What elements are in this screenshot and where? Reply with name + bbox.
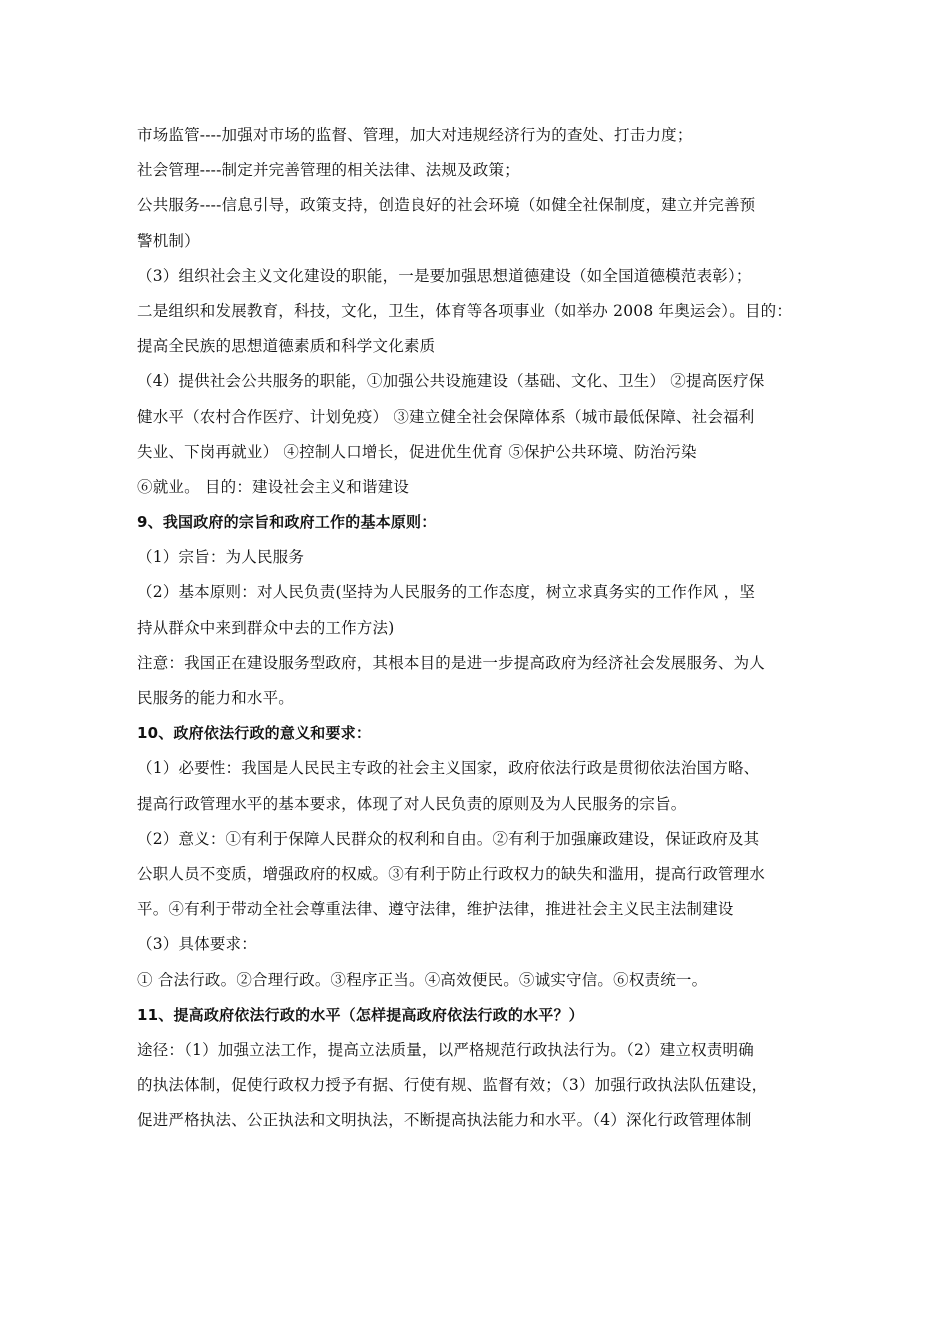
text-line: 市场监管----加强对市场的监督、管理，加大对违规经济行为的查处、打击力度； (137, 126, 693, 144)
text-line: （2）基本原则：对人民负责(坚持为人民服务的工作态度，树立求真务实的工作作风 ，坚 (137, 583, 756, 602)
text-line: 的执法体制，促使行政权力授予有据、行使有规、监督有效；（3）加强行政执法队伍建设， (137, 1076, 768, 1095)
text-line: （3）具体要求： (137, 935, 257, 954)
text-line: （1）必要性：我国是人民民主专政的社会主义国家，政府依法行政是贯彻依法治国方略、 (137, 759, 760, 778)
text-line: ⑥就业。 目的：建设社会主义和谐建设 (137, 477, 410, 496)
section-heading-10: 10、政府依法行政的意义和要求： (137, 724, 372, 743)
text-line: 健水平（农村合作医疗、计划免疫） ③建立健全社会保障体系（城市最低保障、社会福利 (137, 407, 755, 426)
text-line: 二是组织和发展教育，科技，文化，卫生，体育等各项事业（如举办 2008 年奥运会）。目的： (137, 301, 793, 320)
text-line: 警机制） (137, 231, 200, 250)
text-line: 注意：我国正在建设服务型政府，其根本目的是进一步提高政府为经济社会发展服务、为人 (137, 653, 766, 672)
section-heading-9: 9、我国政府的宗旨和政府工作的基本原则： (137, 513, 437, 532)
text-line: 提高行政管理水平的基本要求，体现了对人民负责的原则及为人民服务的宗旨。 (137, 794, 687, 813)
text-line: ① 合法行政。②合理行政。③程序正当。④高效便民。⑤诚实守信。⑥权责统一。 (137, 970, 708, 989)
text-line: 促进严格执法、公正执法和文明执法，不断提高执法能力和水平。（4）深化行政管理体制 (137, 1111, 752, 1130)
text-line: （3）组织社会主义文化建设的职能，一是要加强思想道德建设（如全国道德模范表彰）； (137, 266, 752, 285)
text-line: 提高全民族的思想道德素质和科学文化素质 (137, 337, 436, 356)
text-line: （1）宗旨：为人民服务 (137, 548, 305, 567)
text-line: （2）意义：①有利于保障人民群众的权利和自由。②有利于加强廉政建设，保证政府及其 (137, 829, 760, 848)
text-line: 平。④有利于带动全社会尊重法律、遵守法律，维护法律，推进社会主义民主法制建设 (137, 900, 734, 919)
text-line: 失业、下岗再就业） ④控制人口增长，促进优生优育 ⑤保护公共环境、防治污染 (137, 442, 697, 461)
text-line: 公职人员不变质，增强政府的权威。③有利于防止行政权力的缺失和滥用，提高行政管理水 (137, 864, 766, 883)
text-line: 民服务的能力和水平。 (137, 689, 295, 707)
section-heading-11: 11、提高政府依法行政的水平（怎样提高政府依法行政的水平？） (137, 1005, 584, 1024)
text-line: 社会管理----制定并完善管理的相关法律、法规及政策； (137, 161, 520, 180)
text-line: 途径：（1）加强立法工作，提高立法质量，以严格规范行政执法行为。（2）建立权责明确 (137, 1040, 754, 1059)
document-body (137, 123, 827, 1143)
text-line: 公共服务----信息引导，政策支持，创造良好的社会环境（如健全社保制度，建立并完善预 (137, 196, 756, 215)
text-line: 持从群众中来到群众中去的工作方法) (137, 618, 395, 637)
text-line: （4）提供社会公共服务的职能，①加强公共设施建设（基础、文化、卫生） ②提高医疗保 (137, 372, 765, 391)
